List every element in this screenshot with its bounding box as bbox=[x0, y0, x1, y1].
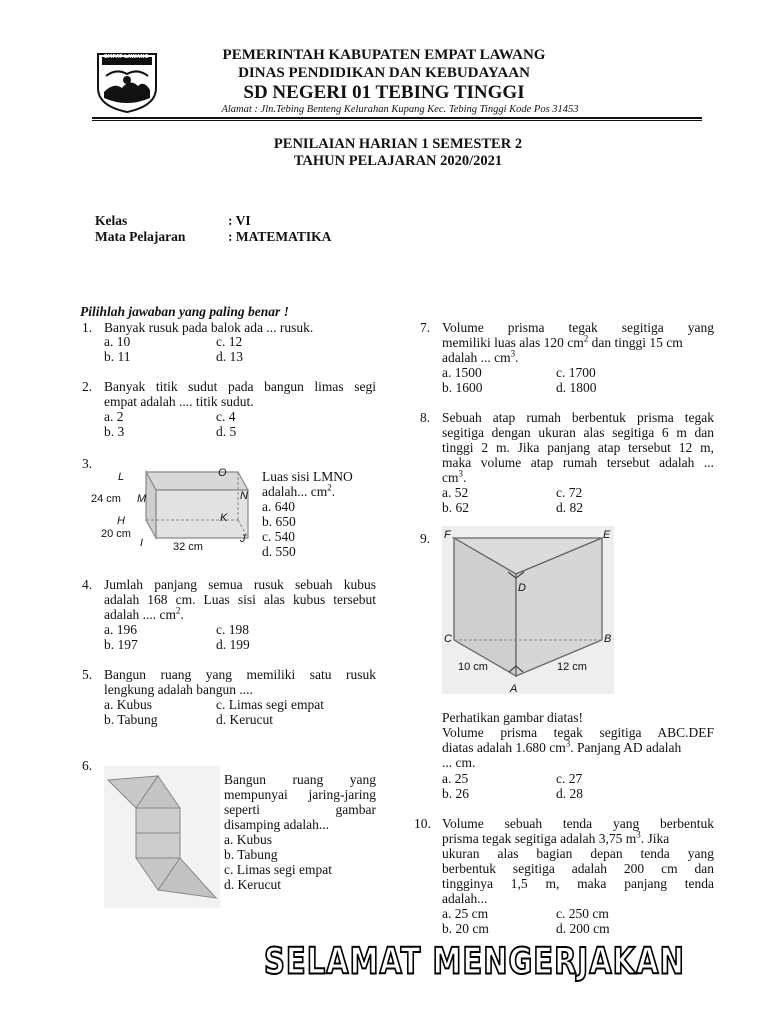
q8-option-c[interactable]: c. 72 bbox=[556, 485, 583, 500]
q3-cuboid-figure bbox=[86, 466, 256, 556]
q6-number: 6. bbox=[82, 758, 93, 773]
q3-label-J: J bbox=[240, 533, 246, 545]
q10-text-line5: tingginya 1,5 m, maka panjang tenda bbox=[442, 876, 714, 891]
q10-option-b[interactable]: b. 20 cm bbox=[442, 921, 489, 936]
q5-option-b[interactable]: b. Tabung bbox=[104, 712, 158, 727]
q9-label-B: B bbox=[604, 633, 612, 645]
q9-text-line1: Perhatikan gambar diatas! bbox=[442, 710, 583, 725]
q6-text-line2: mempunyai jaring-jaring bbox=[224, 787, 376, 802]
q9-text-line4: ... cm. bbox=[442, 755, 476, 770]
q9-option-c[interactable]: c. 27 bbox=[556, 771, 583, 786]
q7-option-c[interactable]: c. 1700 bbox=[556, 365, 596, 380]
closing-message: SELAMAT MENGERJAKAN bbox=[264, 939, 685, 982]
q6-text-line1: Bangun ruang yang bbox=[224, 772, 376, 787]
q9-text-line3: diatas adalah 1.680 $cm^3$. Panjang AD adalah bbox=[442, 738, 682, 755]
q10-number: 10. bbox=[414, 816, 431, 831]
q9-option-b[interactable]: b. 26 bbox=[442, 786, 469, 801]
q7-option-a[interactable]: a. 1500 bbox=[442, 365, 482, 380]
header-rule-thin bbox=[92, 120, 702, 121]
q10-option-a[interactable]: a. 25 cm bbox=[442, 906, 489, 921]
q2-option-b[interactable]: b. 3 bbox=[104, 424, 125, 439]
q8-text-line3: tinggi 2 m. Jika panjang atap tersebut 12 m, bbox=[442, 440, 714, 455]
q9-label-D: D bbox=[518, 582, 526, 594]
q5-text-line1: Bangun ruang yang memiliki satu rusuk bbox=[104, 667, 376, 682]
q10-option-c[interactable]: c. 250 cm bbox=[556, 906, 609, 921]
exam-title: PENILAIAN HARIAN 1 SEMESTER 2 bbox=[273, 136, 523, 152]
q9-label-E: E bbox=[603, 529, 611, 541]
q2-option-c[interactable]: c. 4 bbox=[216, 409, 236, 424]
q3-label-L: L bbox=[118, 471, 125, 483]
q2-text-line2: empat adalah .... titik sudut. bbox=[104, 394, 254, 409]
q3-text-line1: Luas sisi LMNO bbox=[262, 469, 353, 484]
q5-option-a[interactable]: a. Kubus bbox=[104, 697, 152, 712]
mapel-label: Mata Pelajaran bbox=[95, 229, 186, 244]
q10-text-line4: berbentuk segitiga adalah 200 cm dan bbox=[442, 861, 714, 876]
q3-label-H: H bbox=[117, 515, 125, 527]
header-government: PEMERINTAH KABUPATEN EMPAT LAWANG bbox=[222, 47, 546, 63]
q7-option-d[interactable]: d. 1800 bbox=[556, 380, 597, 395]
q6-option-b[interactable]: b. Tabung bbox=[224, 847, 278, 862]
q4-number: 4. bbox=[82, 577, 93, 592]
q1-option-d[interactable]: d. 13 bbox=[216, 349, 243, 364]
q8-text-line1: Sebuah atap rumah berbentuk prisma tegak bbox=[442, 410, 714, 425]
q2-option-d[interactable]: d. 5 bbox=[216, 424, 237, 439]
q7-option-b[interactable]: b. 1600 bbox=[442, 380, 483, 395]
q3-option-c[interactable]: c. 540 bbox=[262, 529, 295, 544]
q10-text-line3: ukuran alas bagian depan tenda yang bbox=[442, 846, 714, 861]
q3-label-K: K bbox=[220, 512, 228, 524]
q3-label-I: I bbox=[140, 537, 144, 549]
q7-text-line1: Volume prisma tegak segitiga yang bbox=[442, 320, 714, 335]
header-rule bbox=[92, 117, 702, 119]
q9-number: 9. bbox=[420, 531, 431, 546]
q6-text-line4: disamping adalah... bbox=[224, 817, 329, 832]
q3-label-M: M bbox=[137, 493, 147, 505]
q1-option-b[interactable]: b. 11 bbox=[104, 349, 131, 364]
q10-option-d[interactable]: d. 200 cm bbox=[556, 921, 610, 936]
q6-net-figure bbox=[104, 766, 220, 908]
q3-option-b[interactable]: b. 650 bbox=[262, 514, 296, 529]
q3-option-a[interactable]: a. 640 bbox=[262, 499, 295, 514]
q3-dim-24cm: 24 cm bbox=[91, 493, 121, 505]
q10-text-line1: Volume sebuah tenda yang berbentuk bbox=[442, 816, 714, 831]
q9-option-a[interactable]: a. 25 bbox=[442, 771, 469, 786]
logo-text: EMPAT LAWANG bbox=[104, 54, 149, 60]
q6-option-c[interactable]: c. Limas segi empat bbox=[224, 862, 332, 877]
q5-number: 5. bbox=[82, 667, 93, 682]
q9-label-F: F bbox=[444, 529, 451, 541]
q3-text-line2: adalah... $cm^2$. bbox=[262, 482, 336, 499]
header-address: Alamat : Jln.Tebing Benteng Kelurahan Kupang Kec. Tebing Tinggi Kode Pos 31453 bbox=[221, 104, 579, 115]
q1-option-c[interactable]: c. 12 bbox=[216, 334, 243, 349]
kelas-label: Kelas bbox=[95, 213, 128, 228]
q4-text-line3: adalah .... $cm^2$. bbox=[104, 605, 184, 622]
header-department: DINAS PENDIDIKAN DAN KEBUDAYAAN bbox=[238, 65, 530, 81]
q4-text-line2: adalah 168 cm. Luas sisi alas kubus tersebut bbox=[104, 592, 376, 607]
q4-option-b[interactable]: b. 197 bbox=[104, 637, 138, 652]
kelas-value: : VI bbox=[228, 213, 251, 228]
q3-number: 3. bbox=[82, 456, 93, 471]
q2-option-a[interactable]: a. 2 bbox=[104, 409, 124, 424]
q9-dim-12cm: 12 cm bbox=[557, 661, 587, 673]
q8-option-a[interactable]: a. 52 bbox=[442, 485, 469, 500]
q7-text-line2: memiliki luas alas 120 $cm^2$ dan tinggi 15 cm bbox=[442, 333, 683, 350]
instruction: Pilihlah jawaban yang paling benar ! bbox=[80, 304, 289, 319]
q3-dim-32cm: 32 cm bbox=[173, 541, 203, 553]
q5-text-line2: lengkung adalah bangun .... bbox=[104, 682, 253, 697]
q8-number: 8. bbox=[420, 410, 431, 425]
q9-label-A: A bbox=[510, 683, 518, 695]
q8-option-b[interactable]: b. 62 bbox=[442, 500, 469, 515]
q4-option-c[interactable]: c. 198 bbox=[216, 622, 249, 637]
q9-dim-10cm: 10 cm bbox=[458, 661, 488, 673]
q9-label-C: C bbox=[444, 633, 452, 645]
q10-text-line2: prisma tegak segitiga adalah 3,75 $m^3$. Jika bbox=[442, 829, 670, 846]
q8-text-line4: maka volume atap rumah tersebut adalah ... bbox=[442, 455, 714, 470]
q3-option-d[interactable]: d. 550 bbox=[262, 544, 296, 559]
q8-option-d[interactable]: d. 82 bbox=[556, 500, 583, 515]
q6-option-a[interactable]: a. Kubus bbox=[224, 832, 272, 847]
q8-text-line2: segitiga dengan ukuran alas segitiga 6 m dan bbox=[442, 425, 714, 440]
q2-text-line1: Banyak titik sudut pada bangun limas segi bbox=[104, 379, 376, 394]
q2-number: 2. bbox=[82, 379, 93, 394]
q7-text-line3: adalah ... $cm^3$. bbox=[442, 348, 519, 365]
q6-text-line3: seperti gambar bbox=[224, 802, 376, 817]
q5-option-d[interactable]: d. Kerucut bbox=[216, 712, 273, 727]
q9-text-line2: Volume prisma tegak segitiga ABC.DEF bbox=[442, 725, 714, 740]
q3-label-O: O bbox=[218, 467, 227, 479]
q9-option-d[interactable]: d. 28 bbox=[556, 786, 583, 801]
q4-option-a[interactable]: a. 196 bbox=[104, 622, 137, 637]
header-school: SD NEGERI 01 TEBING TINGGI bbox=[243, 82, 525, 103]
q1-option-a[interactable]: a. 10 bbox=[104, 334, 131, 349]
q6-option-d[interactable]: d. Kerucut bbox=[224, 877, 281, 892]
q4-option-d[interactable]: d. 199 bbox=[216, 637, 250, 652]
q4-text-line1: Jumlah panjang semua rusuk sebuah kubus bbox=[104, 577, 376, 592]
q10-text-line6: adalah... bbox=[442, 891, 488, 906]
q3-dim-20cm: 20 cm bbox=[101, 528, 131, 540]
exam-year: TAHUN PELAJARAN 2020/2021 bbox=[293, 153, 503, 169]
q1-number: 1. bbox=[82, 320, 93, 335]
q7-number: 7. bbox=[420, 320, 431, 335]
q3-label-N: N bbox=[240, 490, 248, 502]
q8-text-line5: $cm^3$. bbox=[442, 468, 467, 485]
q1-text: Banyak rusuk pada balok ada ... rusuk. bbox=[104, 320, 314, 335]
q5-option-c[interactable]: c. Limas segi empat bbox=[216, 697, 324, 712]
mapel-value: : MATEMATIKA bbox=[228, 229, 332, 244]
